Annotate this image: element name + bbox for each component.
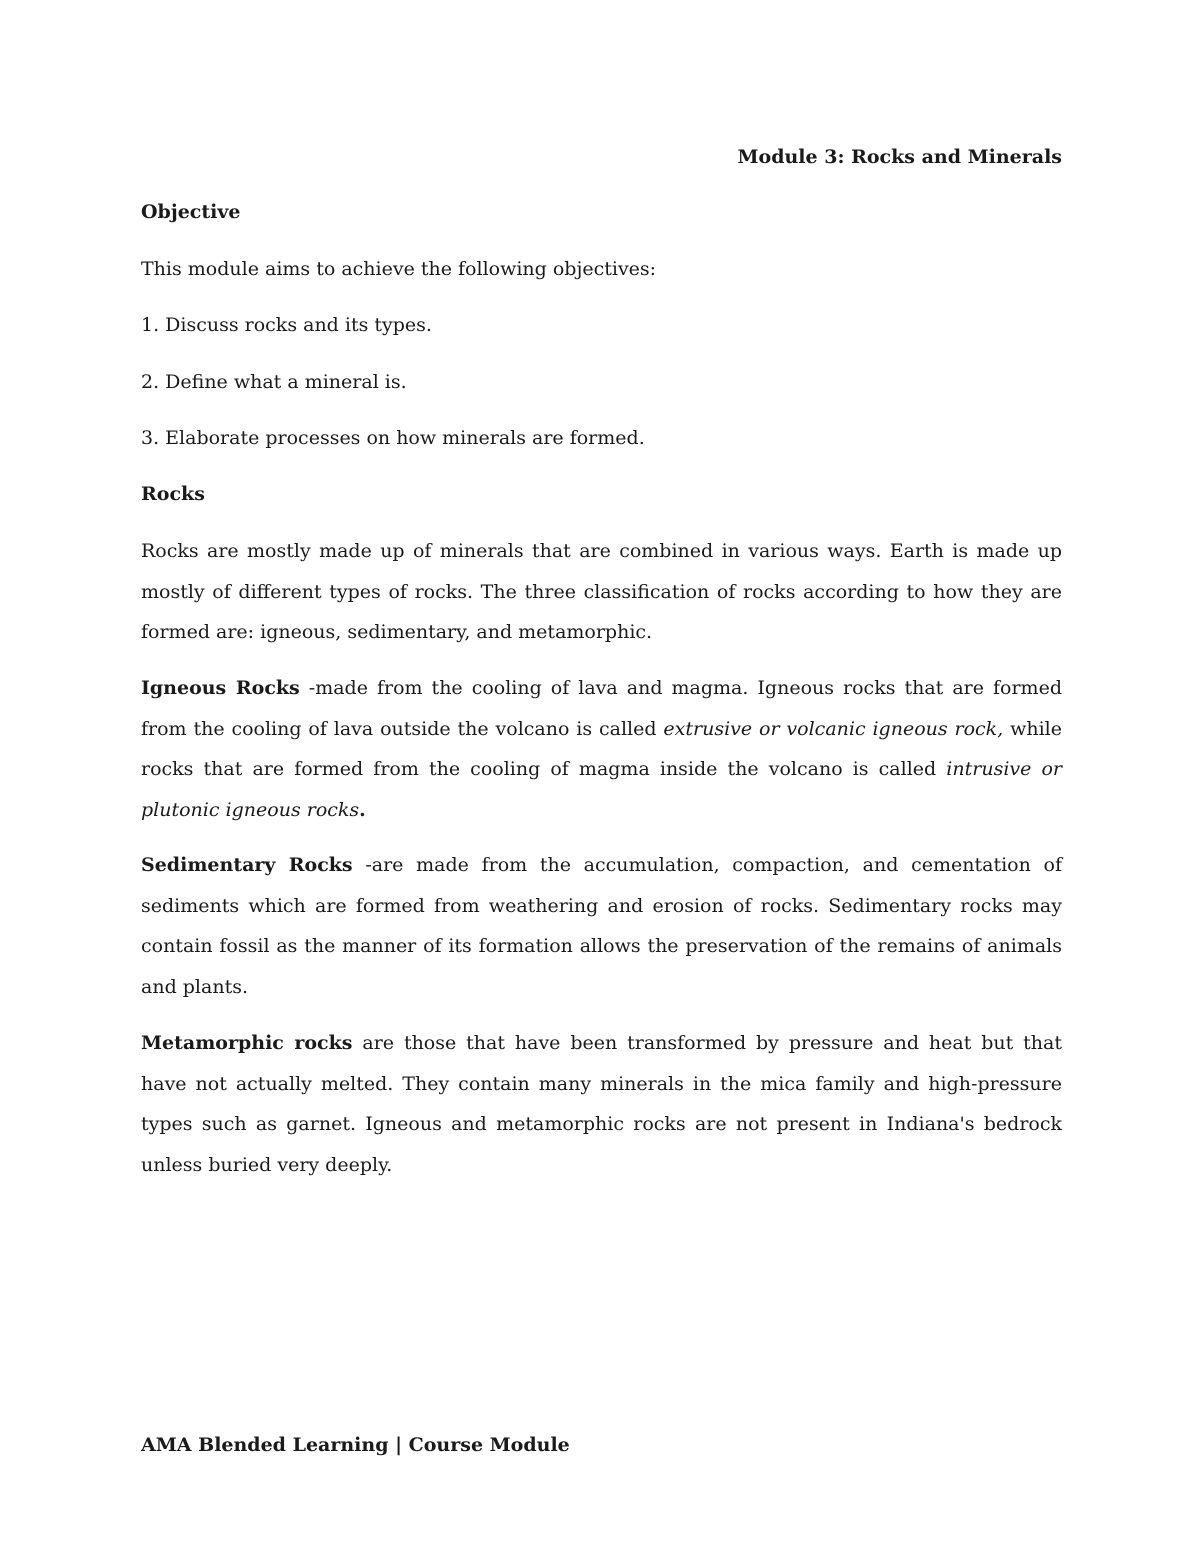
sedimentary-term: Sedimentary Rocks (141, 854, 353, 876)
rocks-intro-paragraph: Rocks are mostly made up of minerals that are combined in various ways. Earth is made up mostly of different types of rocks. The three classification of rocks according to how they are formed are: igneous, sedimentary, and metamorphic. (141, 540, 1062, 643)
objective-item-3: 3. Elaborate processes on how minerals are formed. (141, 427, 645, 449)
sedimentary-text: -are made from the accumulation, compaction, and cementation of sediments which are formed from weathering and erosion of rocks. Sedimentary rocks may contain fossil as the manner of its formation allows the preservation of the remains of animals and plants. (141, 854, 1063, 998)
metamorphic-term: Metamorphic rocks (141, 1032, 353, 1054)
objective-item-1: 1. Discuss rocks and its types. (141, 314, 432, 336)
igneous-paragraph (141, 668, 1062, 830)
igneous-text-1: -made from the cooling of lava and magma. Igneous rocks that are formed from the cooling of lava outside the volcano is called (141, 677, 1062, 740)
metamorphic-paragraph (141, 1023, 1062, 1185)
metamorphic-text: are those that have been transformed by pressure and heat but that have not actually melted. They contain many minerals in the mica family and high-pressure types such as garnet. Igneous and metamorphic rocks are not present in Indiana's bedrock unless buried very deeply. (141, 1032, 1063, 1176)
objective-item-2: 2. Define what a mineral is. (141, 371, 407, 393)
document-page (141, 0, 1062, 1553)
rocks-heading: Rocks (141, 483, 205, 505)
sedimentary-paragraph (141, 845, 1062, 1007)
objective-intro: This module aims to achieve the following objectives: (141, 258, 657, 280)
igneous-text-3: . (359, 798, 366, 821)
igneous-text-2: while rocks that are formed from the cooling of magma inside the volcano is called (141, 717, 1062, 780)
igneous-intrusive-term: intrusive or plutonic igneous rocks (141, 758, 1062, 821)
objective-heading: Objective (141, 201, 241, 223)
igneous-extrusive-term: extrusive or volcanic igneous rock, (663, 717, 1004, 740)
module-title: Module 3: Rocks and Minerals (737, 146, 1062, 168)
footer-label: AMA Blended Learning | Course Module (141, 1434, 570, 1456)
igneous-term: Igneous Rocks (141, 677, 300, 699)
